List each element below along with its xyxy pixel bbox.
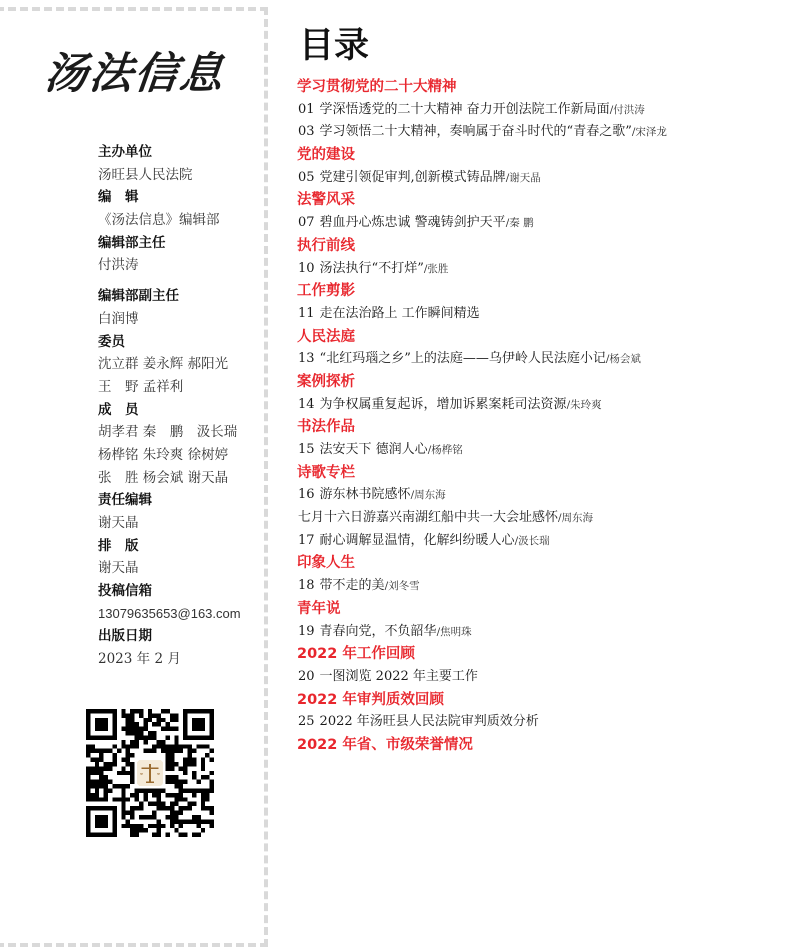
qr-code (86, 709, 214, 837)
toc-entry-title: 游东林书院感怀 (319, 487, 411, 503)
toc-entry[interactable] (297, 711, 787, 734)
masthead (98, 141, 263, 671)
toc-entry-author: /焦明珠 (436, 625, 472, 638)
toc-entry[interactable] (297, 575, 787, 598)
masthead-value: 《汤法信息》编辑部 (98, 212, 220, 229)
toc-page-number: 07 (298, 215, 315, 231)
toc-entry-title: 法安天下 德润人心 (319, 442, 428, 457)
toc-entry-author: /刘冬雪 (384, 580, 420, 593)
toc-entry[interactable] (297, 258, 787, 281)
toc-entry-title: 带不走的美 (319, 578, 385, 594)
toc-entry[interactable] (297, 348, 787, 371)
toc-section-heading[interactable]: 诗歌专栏 (297, 464, 355, 481)
toc-entry-author: /杨桦铭 (427, 444, 463, 456)
toc-page-number: 01 (298, 101, 315, 117)
toc-entry[interactable] (297, 484, 787, 507)
masthead-label: 编 辑 (98, 189, 139, 206)
toc-page-number: 03 (298, 124, 315, 140)
toc-entry[interactable] (297, 621, 787, 644)
toc-entry-author: /周东海 (410, 489, 446, 502)
toc-section-heading[interactable]: 案例探析 (297, 373, 355, 390)
masthead-value: 沈立群 姜永辉 郝阳光 (98, 356, 229, 373)
toc-entry[interactable] (297, 303, 787, 326)
masthead-label: 投稿信箱 (98, 583, 152, 600)
toc-entry-author: /杨会斌 (605, 353, 641, 366)
toc-page-number: 11 (298, 305, 315, 321)
toc-section-heading[interactable]: 法警风采 (297, 192, 355, 209)
toc-page-number: 14 (298, 396, 315, 412)
toc-section-heading[interactable]: 印象人生 (297, 555, 355, 572)
toc-entry-author: /汲长瑞 (514, 534, 550, 547)
toc-entry[interactable] (297, 167, 787, 190)
toc-entry-title: 一图浏览 2022 年主要工作 (319, 668, 478, 684)
toc-entry[interactable] (297, 666, 787, 689)
table-of-contents (297, 76, 787, 757)
toc-entry[interactable] (297, 99, 787, 122)
toc-entry-author: /谢天晶 (505, 171, 541, 184)
toc-page-number: 20 (298, 668, 315, 684)
toc-page-number: 13 (298, 351, 315, 367)
toc-section-heading[interactable]: 书法作品 (297, 419, 355, 436)
toc-title: 目录 (299, 26, 370, 66)
toc-page-number: 10 (298, 260, 315, 276)
toc-section-heading[interactable]: 青年说 (297, 600, 341, 617)
toc-entry-title: 党建引领促审判,创新模式铸品牌 (319, 169, 506, 185)
toc-entry-title: 七月十六日游嘉兴南湖红船中共一大会址感怀 (298, 510, 559, 526)
masthead-value: 谢天晶 (98, 560, 139, 577)
toc-page-number: 15 (298, 442, 315, 457)
toc-entry-author: /秦 鹏 (505, 217, 534, 230)
toc-entry-title: “北红玛瑙之乡”上的法庭——乌伊岭人民法庭小记 (319, 351, 606, 367)
toc-entry[interactable] (297, 394, 787, 417)
masthead-label: 主办单位 (98, 144, 152, 160)
masthead-value: 张 胜 杨会斌 谢天晶 (98, 469, 229, 486)
toc-page-number: 05 (298, 169, 315, 185)
toc-entry[interactable] (297, 212, 787, 235)
masthead-label: 出版日期 (98, 628, 152, 645)
masthead-label: 排 版 (98, 537, 139, 554)
toc-entry-title: 2022 年汤旺县人民法院审判质效分析 (319, 714, 539, 730)
toc-entry-author: /朱玲爽 (566, 398, 602, 411)
toc-page-number: 18 (298, 578, 315, 594)
toc-page-number: 17 (298, 532, 315, 548)
brand-title: 汤法信息 (42, 49, 228, 99)
toc-entry-author: /张胜 (423, 262, 449, 275)
toc-entry-title: 碧血丹心炼忠诚 警魂铸剑护天平 (319, 215, 506, 231)
masthead-value: 2023 年 2 月 (98, 651, 181, 668)
masthead-label: 责任编辑 (98, 492, 152, 509)
masthead-label: 编辑部副主任 (98, 288, 179, 305)
toc-entry[interactable] (297, 121, 787, 144)
masthead-value: 王 野 孟祥利 (98, 378, 184, 395)
toc-entry-title: 耐心调解显温情，化解纠纷暖人心 (319, 532, 515, 548)
masthead-value: 谢天晶 (98, 515, 139, 531)
toc-entry-author: /付洪涛 (609, 103, 645, 116)
toc-section-heading[interactable]: 2022 年审判质效回顾 (297, 691, 444, 708)
toc-section-heading[interactable]: 2022 年工作回顾 (297, 646, 415, 663)
masthead-email[interactable]: 13079635653@163.com (98, 605, 241, 621)
masthead-value: 杨桦铭 朱玲爽 徐树婷 (98, 446, 229, 463)
toc-entry-author: /宋泽龙 (631, 126, 667, 139)
toc-entry[interactable] (297, 530, 787, 553)
toc-page-number: 16 (298, 487, 315, 503)
toc-entry-title: 走在法治路上 工作瞬间精选 (319, 305, 480, 321)
toc-entry-title: 汤法执行“不打烊” (319, 260, 424, 276)
toc-section-heading[interactable]: 党的建设 (297, 147, 355, 164)
masthead-label: 委员 (98, 333, 125, 350)
masthead-value: 付洪涛 (98, 257, 139, 274)
toc-entry-title: 学习领悟二十大精神，奏响属于奋斗时代的“青春之歌” (319, 124, 632, 140)
masthead-value: 汤旺县人民法院 (98, 166, 193, 183)
toc-entry[interactable] (297, 439, 787, 462)
toc-entry-title: 学深悟透党的二十大精神 奋力开创法院工作新局面 (319, 101, 610, 117)
toc-section-heading[interactable]: 2022 年省、市级荣誉情况 (297, 736, 473, 753)
masthead-label: 成 员 (98, 401, 139, 418)
toc-entry-author: /周东海 (558, 512, 594, 525)
toc-entry-title: 青春向党，不负韶华 (319, 623, 437, 639)
masthead-label: 编辑部主任 (98, 234, 166, 251)
masthead-value: 胡孝君 秦 鹏 汲长瑞 (98, 424, 238, 441)
toc-entry[interactable] (297, 507, 787, 530)
toc-section-heading[interactable]: 学习贯彻党的二十大精神 (297, 79, 457, 95)
toc-page-number: 19 (298, 623, 315, 639)
toc-page-number: 25 (298, 714, 315, 730)
masthead-value: 白润博 (98, 310, 139, 327)
toc-section-heading[interactable]: 人民法庭 (297, 328, 355, 345)
toc-section-heading[interactable]: 工作剪影 (297, 283, 355, 300)
toc-entry-title: 为争权属重复起诉，增加诉累案耗司法资源 (319, 396, 567, 412)
toc-section-heading[interactable]: 执行前线 (297, 237, 355, 254)
